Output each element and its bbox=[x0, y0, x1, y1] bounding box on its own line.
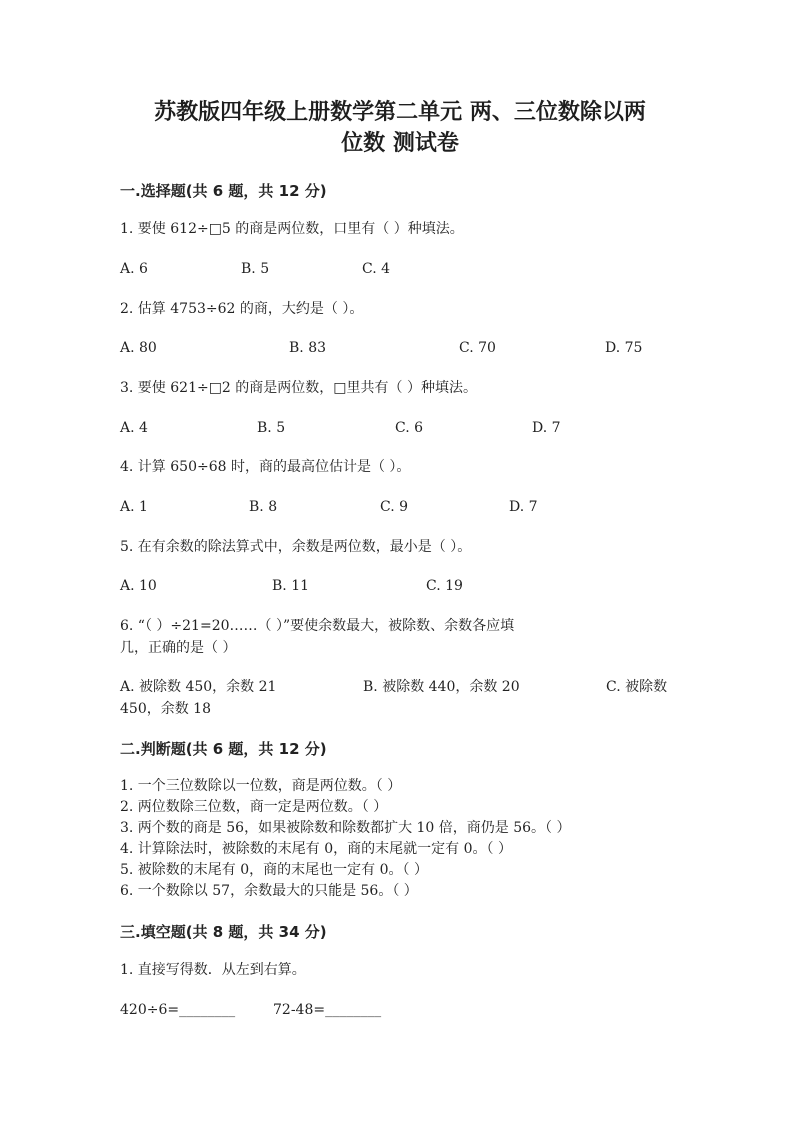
option-1a: A. 6 bbox=[120, 261, 148, 277]
calc-item-1: 420÷6=________ bbox=[120, 1002, 236, 1018]
judge-item-1: 1. 一个三位数除以一位数，商是两位数。（ ） bbox=[120, 778, 402, 794]
fill-question-1: 1. 直接写得数．从左到右算。 bbox=[120, 962, 306, 978]
option-1c: C. 4 bbox=[362, 261, 391, 277]
option-6b: B. 被除数 440，余数 20 bbox=[363, 679, 520, 695]
option-4c: C. 9 bbox=[380, 499, 409, 515]
option-6c-continued: 450，余数 18 bbox=[120, 701, 211, 717]
question-4: 4. 计算 650÷68 时，商的最高位估计是（ ）。 bbox=[120, 459, 411, 475]
judge-item-2: 2. 两位数除三位数，商一定是两位数。（ ） bbox=[120, 799, 388, 815]
calc-item-2: 72-48=________ bbox=[273, 1002, 382, 1018]
option-4b: B. 8 bbox=[249, 499, 278, 515]
question-3: 3. 要使 621÷□2 的商是两位数，□里共有（ ）种填法。 bbox=[120, 380, 477, 396]
option-3a: A. 4 bbox=[120, 420, 148, 436]
option-5a: A. 10 bbox=[120, 578, 157, 594]
judge-item-5: 5. 被除数的末尾有 0，商的末尾也一定有 0。（ ） bbox=[120, 862, 428, 878]
option-2c: C. 70 bbox=[459, 340, 496, 356]
title-line-1: 苏教版四年级上册数学第二单元 两、三位数除以两 bbox=[154, 100, 646, 125]
option-3b: B. 5 bbox=[257, 420, 286, 436]
option-2d: D. 75 bbox=[605, 340, 643, 356]
option-6a: A. 被除数 450，余数 21 bbox=[120, 679, 277, 695]
judge-item-3: 3. 两个数的商是 56，如果被除数和除数都扩大 10 倍，商仍是 56。（ ） bbox=[120, 820, 571, 836]
title-line-2: 位数 测试卷 bbox=[341, 131, 459, 156]
question-5: 5. 在有余数的除法算式中，余数是两位数，最小是（ ）。 bbox=[120, 539, 472, 555]
judge-item-6: 6. 一个数除以 57，余数最大的只能是 56。（ ） bbox=[120, 883, 418, 899]
question-1: 1. 要使 612÷□5 的商是两位数，口里有（ ）种填法。 bbox=[120, 221, 464, 237]
option-5b: B. 11 bbox=[272, 578, 310, 594]
question-6: 6. “（ ）÷21=20……（ ）”要使余数最大，被除数、余数各应填 bbox=[120, 618, 515, 634]
page-title bbox=[0, 97, 800, 159]
question-6-line-2: 几，正确的是（ ） bbox=[120, 640, 237, 656]
option-4d: D. 7 bbox=[509, 499, 538, 515]
option-3d: D. 7 bbox=[532, 420, 561, 436]
option-5c: C. 19 bbox=[426, 578, 463, 594]
option-3c: C. 6 bbox=[395, 420, 424, 436]
question-2: 2. 估算 4753÷62 的商，大约是（ ）。 bbox=[120, 301, 364, 317]
option-2b: B. 83 bbox=[289, 340, 327, 356]
option-6c: C. 被除数 bbox=[606, 679, 668, 695]
section-heading-choice: 一.选择题(共 6 题，共 12 分) bbox=[120, 182, 327, 200]
section-heading-judge: 二.判断题(共 6 题，共 12 分) bbox=[120, 740, 327, 758]
option-1b: B. 5 bbox=[241, 261, 270, 277]
judge-item-4: 4. 计算除法时，被除数的末尾有 0，商的末尾就一定有 0。（ ） bbox=[120, 841, 512, 857]
section-heading-fill: 三.填空题(共 8 题，共 34 分) bbox=[120, 923, 327, 941]
option-2a: A. 80 bbox=[120, 340, 157, 356]
option-4a: A. 1 bbox=[120, 499, 148, 515]
